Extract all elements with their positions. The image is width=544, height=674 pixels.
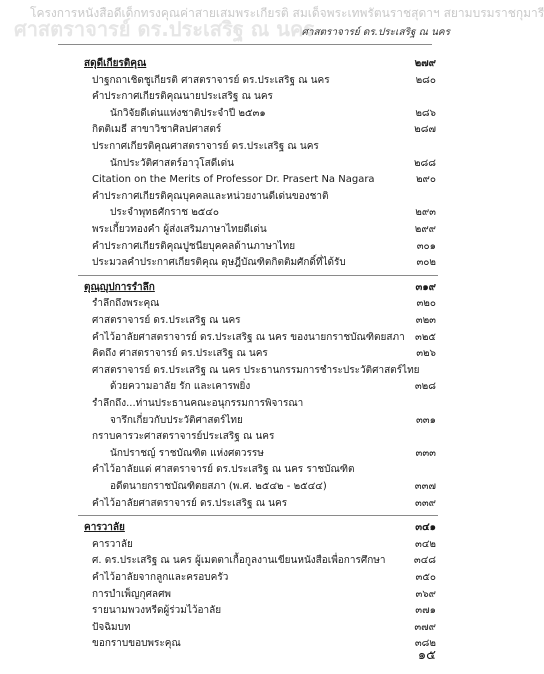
toc-entry-page-number: ๒๘๐ — [415, 74, 436, 86]
toc-entry-page-number: ๓๓๗ — [414, 481, 436, 492]
toc-entry-title: คำไว้อาลัยศาสตราจารย์ ดร.ประเสริฐ ณ นคร — [92, 497, 288, 509]
toc-entry-title: คำประกาศเกียรติคุณปูชนียบุคคลด้านภาษาไทย — [92, 240, 296, 252]
toc-entry[interactable] — [0, 553, 480, 569]
toc-entry[interactable] — [0, 636, 480, 652]
toc-entry-page-number: ๓๕๐ — [415, 572, 436, 583]
toc-entry-title: ศาสตราจารย์ ดร.ประเสริฐ ณ นคร ประธานกรรมการชำระประวัติศาสตร์ไทย — [92, 364, 420, 376]
toc-entry[interactable] — [0, 296, 480, 312]
toc-entry-title: รายนามพวงหรีดผู้ร่วมไว้อาลัย — [92, 605, 222, 617]
toc-entry[interactable] — [0, 479, 480, 495]
watermark-line-2: ศาสตราจารย์ ดร.ประเสริฐ ณ นคร — [14, 17, 315, 41]
toc-entry[interactable] — [0, 156, 480, 172]
toc-entry-title: ประมวลคำประกาศเกียรติคุณ ดุษฎีบัณฑิตกิตติมศักดิ์ที่ได้รับ — [92, 257, 346, 269]
toc-entry-page-number: ๓๒๘ — [414, 381, 436, 393]
toc-entry-title: ศ. ดร.ประเสริฐ ณ นคร ผู้เมตตาเกื้อกูลงานเขียนหนังสือเพื่อการศึกษา — [92, 555, 386, 567]
toc-entry-page-number: ๒๘๘ — [413, 157, 436, 169]
toc-entry-page-number: ๓๓๑ — [415, 414, 436, 426]
toc-entry-title: นักวิจัยดีเด่นแห่งชาติประจำปี ๒๕๓๑ — [110, 107, 266, 119]
toc-entry-title: คิดถึง ศาสตราจารย์ ดร.ประเสริฐ ณ นคร — [92, 348, 268, 360]
toc-entry[interactable] — [0, 379, 480, 395]
section-divider — [78, 275, 438, 276]
section-title: คารวาลัย — [84, 522, 125, 534]
toc-entry-title: ประจำพุทธศักราช ๒๕๔๐ — [110, 207, 220, 219]
toc-entry-title: ศาสตราจารย์ ดร.ประเสริฐ ณ นคร — [92, 315, 241, 326]
toc-entry[interactable] — [0, 89, 480, 105]
toc-entry-title: อดีตนายกราชบัณฑิตยสภา (พ.ศ. ๒๕๔๒ - ๒๕๔๔) — [110, 481, 327, 492]
toc-entry[interactable] — [0, 139, 480, 155]
toc-entry-page-number: ๓๐๑ — [416, 240, 436, 252]
toc-entry[interactable] — [0, 537, 480, 553]
toc-entry[interactable] — [0, 413, 480, 429]
section-page-number: ๒๗๙ — [414, 58, 436, 69]
toc-entry-title: คารวาลัย — [92, 538, 133, 550]
toc-entry-page-number: ๒๙๙ — [414, 224, 436, 235]
toc-entry-title: จารึกเกี่ยวกับประวัติศาสตร์ไทย — [110, 414, 243, 426]
toc-entry-page-number: ๓๘๒ — [414, 638, 436, 650]
header-rule — [58, 44, 432, 45]
toc-entry[interactable] — [0, 106, 480, 122]
toc-entry-page-number: ๓๔๒ — [415, 538, 436, 550]
toc-entry-title: กราบคารวะศาสตราจารย์ประเสริฐ ณ นคร — [92, 431, 275, 443]
toc-entry[interactable] — [0, 446, 480, 462]
section-heading[interactable] — [0, 280, 480, 296]
toc-entry-title: ปัจฉิมบท — [92, 621, 131, 633]
toc-entry[interactable] — [0, 189, 480, 205]
section-title: สดุดีเกียรติคุณ — [84, 58, 147, 69]
toc-entry-title: คำประกาศเกียรติคุณนายประเสริฐ ณ นคร — [92, 91, 273, 103]
toc-entry-page-number: ๓๖๙ — [415, 588, 436, 600]
section-heading[interactable] — [0, 56, 480, 72]
toc-entry[interactable] — [0, 429, 480, 445]
section-page-number: ๓๑๙ — [415, 281, 436, 293]
toc-entry-title: กิตติเมธี สาขาวิชาศิลปศาสตร์ — [92, 124, 222, 136]
section-page-number: ๓๔๑ — [415, 522, 436, 534]
toc-entry[interactable] — [0, 396, 480, 412]
toc-entry-title: รำลึกถึงพระคุณ — [92, 298, 160, 310]
toc-entry-page-number: ๓๒๕ — [415, 331, 436, 343]
toc-entry-title: นักปราชญ์ ราชบัณฑิต แห่งศตวรรษ — [110, 447, 264, 459]
running-head: ศาสตราจารย์ ดร.ประเสริฐ ณ นคร — [301, 27, 450, 38]
toc-entry-title: พระเกี้ยวทองคำ ผู้ส่งเสริมภาษาไทยดีเด่น — [92, 224, 267, 235]
page-number: ๑๕ — [417, 648, 436, 663]
toc-entry-title: คำไว้อาลัยจากลูกและครอบครัว — [92, 572, 229, 583]
toc-entry[interactable] — [0, 462, 480, 478]
toc-entry-title: รำลึกถึง...ท่านประธานคณะอนุกรรมการพิจารณา — [92, 398, 304, 409]
toc-entry[interactable] — [0, 239, 480, 255]
toc-entry-page-number: ๓๓๓ — [415, 447, 436, 459]
toc-entry-page-number: ๓๗๑ — [415, 605, 436, 617]
toc-entry-title: คำไว้อาลัยศาสตราจารย์ ดร.ประเสริฐ ณ นคร ของนายกราชบัณฑิตยสภา — [92, 331, 405, 343]
toc-entry-page-number: ๒๘๗ — [414, 124, 436, 136]
toc-entry-page-number: ๓๐๒ — [416, 257, 436, 269]
toc-entry[interactable] — [0, 205, 480, 221]
toc-entry-title: การบำเพ็ญกุศลศพ — [92, 588, 172, 600]
toc-entry-page-number: ๓๗๙ — [414, 621, 436, 633]
toc-entry[interactable] — [0, 73, 480, 89]
toc-entry[interactable] — [0, 587, 480, 603]
toc-entry[interactable] — [0, 172, 480, 188]
toc-entry[interactable] — [0, 620, 480, 636]
toc-entry[interactable] — [0, 313, 480, 329]
toc-entry[interactable] — [0, 330, 480, 346]
toc-entry-page-number: ๓๓๙ — [415, 497, 436, 509]
toc-entry-page-number: ๒๙๐ — [415, 174, 436, 186]
toc-entry[interactable] — [0, 255, 480, 271]
toc-entry-page-number: ๓๒๓ — [415, 315, 436, 326]
toc-entry[interactable] — [0, 346, 480, 362]
toc-entry-title: Citation on the Merits of Professor Dr. Prasert Na Nagara — [92, 174, 375, 186]
watermark-line-1: โครงการหนังสือดีเด็กทรงคุณค่าสายเสมพระเกียรติ สมเด็จพระเทพรัตนราชสุดาฯ สยามบรมราชกุมารี — [30, 6, 544, 20]
toc-entry-title: ประกาศเกียรติคุณศาสตราจารย์ ดร.ประเสริฐ ณ นคร — [92, 141, 319, 152]
toc-entry[interactable] — [0, 570, 480, 586]
toc-entry-title: ขอกราบขอบพระคุณ — [92, 638, 181, 650]
section-divider — [78, 515, 438, 516]
toc-entry[interactable] — [0, 363, 480, 379]
toc-entry-title: คำประกาศเกียรติคุณบุคคลและหน่วยงานดีเด่นของชาติ — [92, 190, 329, 202]
toc-entry[interactable] — [0, 496, 480, 512]
toc-entry[interactable] — [0, 122, 480, 138]
section-title: ตุณฺญุปการรำลึก — [84, 281, 155, 293]
toc-entry[interactable] — [0, 222, 480, 238]
toc-entry-title: ปาฐกถาเชิดชูเกียรติ ศาสตราจารย์ ดร.ประเสริฐ ณ นคร — [92, 74, 330, 86]
section-heading[interactable] — [0, 520, 480, 536]
toc-entry[interactable] — [0, 603, 480, 619]
toc-entry-title: คำไว้อาลัยแด่ ศาสตราจารย์ ดร.ประเสริฐ ณ นคร ราชบัณฑิต — [92, 464, 355, 476]
toc-entry-page-number: ๒๘๖ — [415, 107, 436, 119]
toc-entry-title: นักประวัติศาสตร์อาวุโสดีเด่น — [110, 157, 234, 169]
toc-entry-page-number: ๒๙๓ — [415, 207, 436, 219]
toc-entry-page-number: ๓๒๐ — [416, 298, 436, 310]
toc-entry-page-number: ๓๔๘ — [413, 555, 436, 567]
toc-entry-title: ด้วยความอาลัย รัก และเคารพยิ่ง — [110, 381, 251, 393]
toc-entry-page-number: ๓๒๖ — [416, 348, 436, 360]
